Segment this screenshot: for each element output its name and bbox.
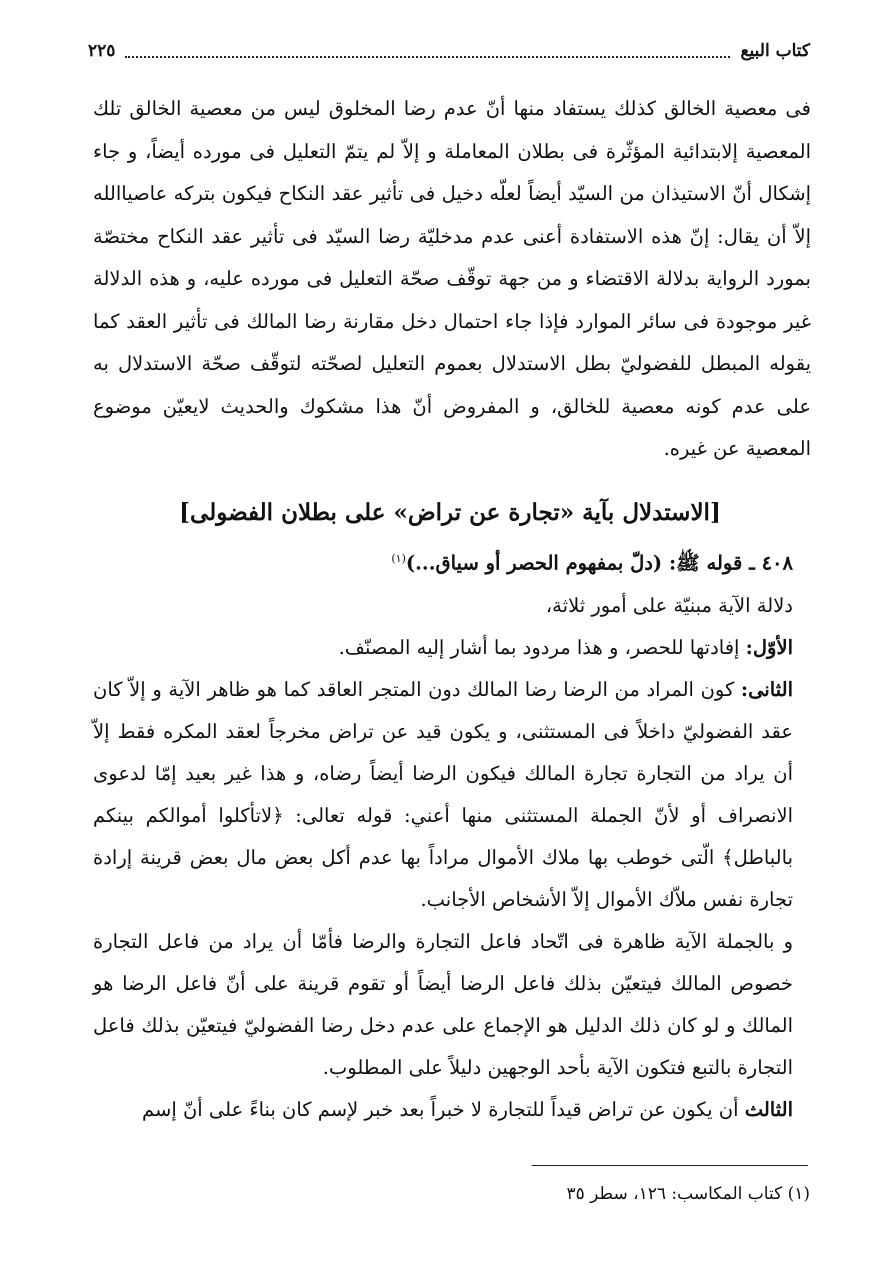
first-point [93,627,811,669]
third-label: الثالث [744,1097,793,1121]
continued-paragraph [93,88,811,471]
item-label: ٤٠٨ ـ قوله ﷺ: (دلّ بمفهوم الحصر أو سياق...) [405,551,793,575]
item-line [93,538,811,585]
header-leader-dots [125,44,730,58]
footnote-ref: (١) [391,552,406,565]
section-heading: [الاستدلال بآية «تجارة عن تراض» على بطلان الفضولى] [179,499,721,526]
first-text: إفادتها للحصر، و هذا مردود بما أشار إليه المصنّف. [338,635,746,659]
paragraph-text: فى معصية الخالق كذلك يستفاد منها أنّ عدم رضا المخلوق ليس من معصية الخالق تلك المعصية إلابتدائية المؤثّرة فى بطلان المعاملة و إلاّ لم يتمّ التعليل فى مورده أيضاً، و جاء إشكال أنّ الاستيذان من السيّد أيضاً لعلّه دخيل فى تأثير عقد النكاح فيكون بتركه عاصياالله إلاّ أن يقال: إنّ هذه الاستفادة أعنى عدم مدخليّة رضا السيّد فى تأثير عقد النكاح مختصّة بمورد الرواية بدلالة الاقتضاء و من جهة توقّف صحّة التعليل فى مورده عليه، و هذه الدلالة غير موجودة فى سائر الموارد فإذا جاء احتمال دخل مقارنة رضا المالك فى تأثير العقد كما يقوله المبطل للفضوليّ بطل الاستدلال بعموم التعليل لصحّته لتوقّف صحّة الاستدلال به على عدم كونه معصية للخالق، و المفروض أنّ هذا مشكوك والحديث لايعيّن موضوع المعصية عن غيره. [93,97,811,460]
book-title: كتاب البيع [740,41,810,61]
footnote-separator [532,1165,808,1166]
second-point [93,669,811,921]
third-point [93,1089,811,1131]
section-body [93,538,811,1131]
running-header [88,36,810,66]
summary-paragraph: و بالجملة الآية ظاهرة فى اتّحاد فاعل التجارة والرضا فأمّا أن يراد من فاعل التجارة خصوص المالك فيتعيّن بذلك فاعل الرضا أيضاً أو تقوم قرينة على أنّ فاعل الرضا هو المالك و لو كان ذلك الدليل هو الإجماع على عدم دخل رضا الفضوليّ فيتعيّن بذلك فاعل التجارة بالتبع فتكون الآية بأحد الوجهين دليلاً على المطلوب. [93,929,793,1079]
second-text: كون المراد من الرضا رضا المالك دون المتجر العاقد كما هو ظاهر الآية و إلاّ كان عقد الفضوليّ داخلاً فى المستثنى، و يكون قيد عن تراض مخرجاً لعقد المكره فقط إلاّ أن يراد من التجارة تجارة المالك فيكون الرضا أيضاً رضاه، و هذا غير بعيد إمّا لدعوى الانصراف أو لأنّ الجملة المستثنى منها أعني: قوله تعالى: ﴿لاتأكلوا أموالكم بينكم بالباطل﴾ الّتى خوطب بها ملاك الأموال مراداً بها عدم أكل بعض مال بعض قرينة إرادة تجارة نفس ملاّك الأموال إلاّ الأشخاص الأجانب. [93,677,793,911]
first-label: الأوّل: [745,635,793,659]
third-text: أن يكون عن تراض قيداً للتجارة لا خبراً بعد خبر لإسم كان بناءً على أنّ إسم [142,1097,745,1121]
second-label: الثانى: [740,677,793,701]
page-number: ٢٢٥ [88,41,116,61]
footnote: (١) كتاب المكاسب: ١٢٦، سطر ٣٥ [566,1184,810,1204]
intro-line: دلالة الآية مبنيّة على أمور ثلاثة، [545,593,793,617]
